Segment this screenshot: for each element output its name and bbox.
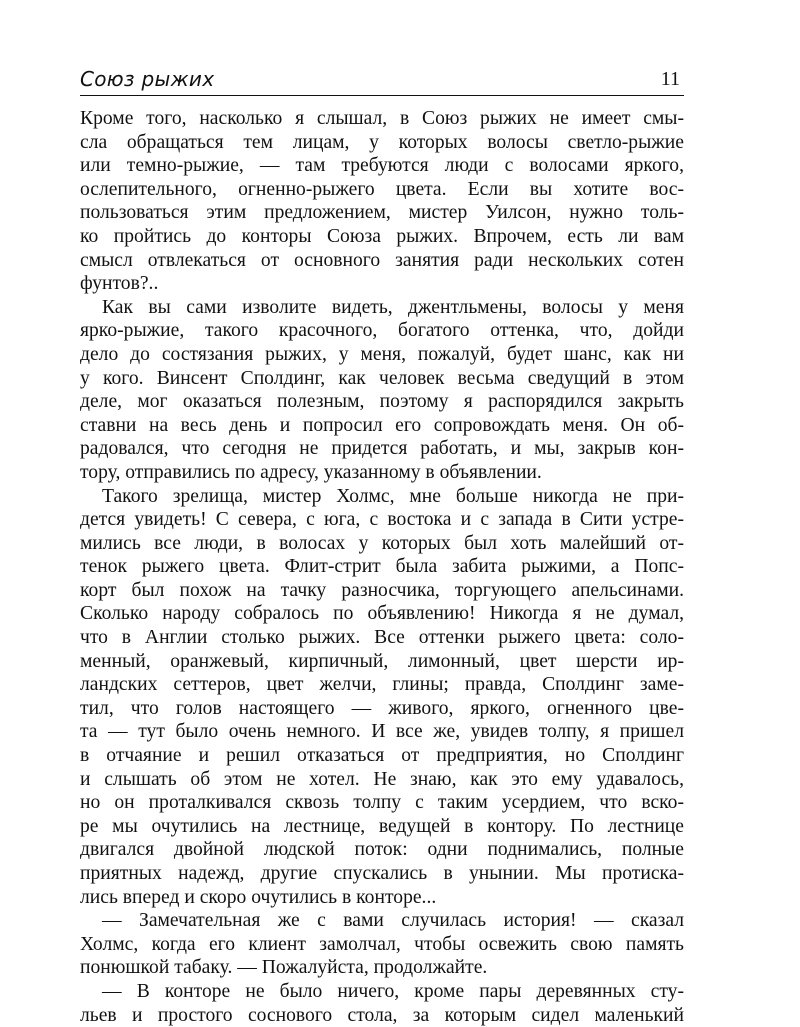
text-line: ставни на весь день и попросил его сопровождать меня. Он об- (80, 414, 684, 436)
text-line: что в Англии столько рыжих. Все оттенки рыжего цвета: соло- (80, 627, 684, 649)
page-number: 11 (660, 68, 680, 90)
text-line: в отчаяние и решил отказаться от предприятия, но Сполдинг (80, 745, 684, 767)
text-line: но он проталкивался сквозь толпу с таким усердием, что вско- (80, 792, 684, 814)
running-title: Союз рыжих (80, 67, 215, 91)
running-head (80, 66, 682, 96)
text-line: ре мы очутились на лестнице, ведущей в контору. По лестнице (80, 815, 684, 837)
text-line: менный, оранжевый, кирпичный, лимонный, цвет шерсти ир- (80, 650, 684, 672)
text-line: фунтов?.. (80, 273, 159, 295)
text-line: Как вы сами изволите видеть, джентльмены, волосы у меня (102, 296, 684, 318)
text-line: мились все люди, в волосах у которых был хоть малейший от- (80, 532, 684, 554)
text-line: — Замечательная же с вами случилась история! — сказал (102, 910, 684, 932)
text-line: тил, что голов настоящего — живого, яркого, огненного цве- (80, 697, 684, 719)
text-line: дело до состязания рыжих, у меня, пожалуй, будет шанс, как ни (80, 343, 684, 365)
text-line: понюшкой табаку. — Пожалуйста, продолжайте. (80, 957, 488, 979)
text-line: Сколько народу собралось по объявлению! Никогда я не думал, (80, 603, 684, 625)
text-line: радовался, что сегодня не придется работать, и мы, закрыв кон- (80, 438, 684, 460)
text-line: смысл отвлекаться от основного занятия ради нескольких сотен (80, 249, 684, 271)
text-line: льев и простого соснового стола, за которым сидел маленький (80, 1004, 684, 1026)
text-line: сла обращаться тем лицам, у которых волосы светло-рыжие (80, 131, 684, 153)
text-line: двигался двойной людской поток: одни поднимались, полные (80, 839, 684, 861)
text-line: Кроме того, насколько я слышал, в Союз рыжих не имеет смы- (80, 108, 684, 129)
text-line: ко пройтись до конторы Союза рыжих. Впрочем, есть ли вам (80, 225, 684, 247)
body-text (80, 107, 684, 1027)
text-line: ослепительного, огненно-рыжего цвета. Если вы хотите вос- (80, 178, 684, 200)
text-line: Холмс, когда его клиент замолчал, чтобы освежить свою память (80, 933, 684, 955)
text-line: лись вперед и скоро очутились в конторе... (80, 886, 437, 908)
text-line: тенок рыжего цвета. Флит-стрит была забита рыжими, а Попс- (80, 556, 684, 578)
text-line: у кого. Винсент Сполдинг, как человек весьма сведущий в этом (80, 367, 684, 389)
text-line: и слышать об этом не хотел. Не знаю, как это ему удавалось, (80, 768, 684, 790)
text-line: та — тут было очень немного. И все же, увидев толпу, я пришел (80, 721, 684, 743)
text-line: приятных надежд, другие спускались в унынии. Мы протиска- (80, 863, 684, 884)
text-line: — В конторе не было ничего, кроме пары деревянных сту- (102, 980, 684, 1002)
text-line: деле, мог оказаться полезным, поэтому я распорядился закрыть (80, 391, 684, 413)
text-line: ландских сеттеров, цвет желчи, глины; правда, Сполдинг заме- (80, 674, 684, 696)
text-line: или темно-рыжие, — там требуются люди с волосами яркого, (80, 155, 684, 177)
text-line: Такого зрелища, мистер Холмс, мне больше никогда не при- (102, 485, 684, 507)
text-line: корт был похож на тачку разносчика, торгующего апельсинами. (80, 579, 684, 601)
header-rule (80, 95, 684, 96)
text-line: тору, отправились по адресу, указанному в объявлении. (80, 461, 542, 483)
text-line: ярко-рыжие, такого красочного, богатого оттенка, что, дойди (80, 320, 684, 342)
text-line: дется увидеть! С севера, с юга, с востока и с запада в Сити устре- (80, 509, 684, 531)
text-line: пользоваться этим предложением, мистер Уилсон, нужно толь- (80, 202, 684, 224)
